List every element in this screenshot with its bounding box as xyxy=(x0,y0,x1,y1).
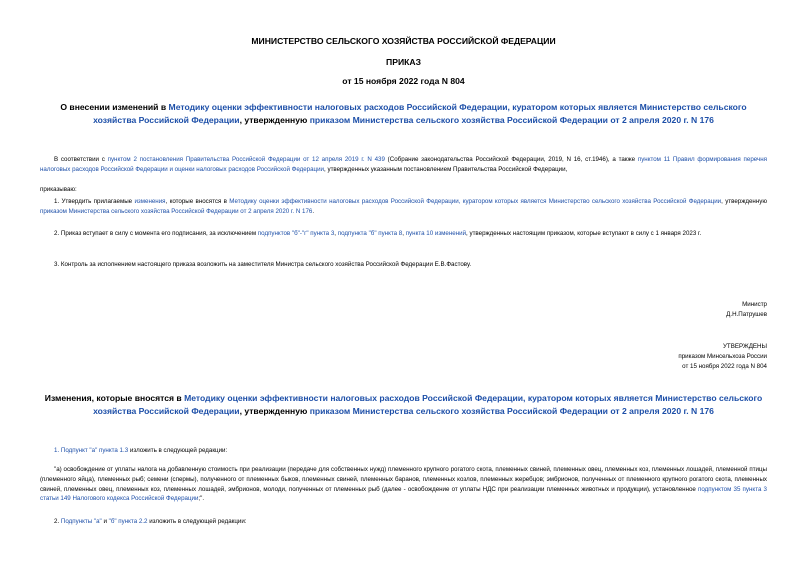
changes-title-mid: , утвержденную xyxy=(239,405,310,416)
subpoint-a-link[interactable]: Подпункты "а" xyxy=(60,518,102,525)
ministry-header: МИНИСТЕРСТВО СЕЛЬСКОГО ХОЗЯЙСТВА РОССИЙСКОЙ ФЕДЕРАЦИИ xyxy=(251,36,556,46)
item-2-text-1: 2. Приказ вступает в силу с момента его подписания, за исключением xyxy=(54,230,258,237)
order-176-link[interactable]: приказом Министерства сельского хозяйства Российской Федерации от 2 апреля 2020 г. N 176 xyxy=(309,114,714,125)
item-1-methodology-link[interactable]: Методику оценки эффективности налоговых расходов Российской Федерации, куратором которых является Министерство сельского хозяйства Российской Федерации xyxy=(229,198,722,205)
item-1-text-4: . xyxy=(312,207,315,215)
document-date: от 15 ноября 2022 года N 804 xyxy=(342,76,465,86)
subpoint-b-2-2-link[interactable]: "б" пункта 2.2 xyxy=(108,518,148,525)
signature-name: Д.Н.Патрушев xyxy=(726,311,767,318)
preamble-text-1: В соответствии с xyxy=(54,156,108,163)
changes-title-pre: Изменения, которые вносятся в xyxy=(44,393,185,403)
signature-role: Министр xyxy=(742,301,767,308)
preamble-text-2: (Собрание законодательства Российской Федерации, 2019, N 16, ст.1946), а также xyxy=(384,156,638,163)
methodology-link[interactable]: Методику оценки эффективности налоговых расходов Российской Федерации, куратором которых является Министерство сельского хозяйства Российской Федерации xyxy=(93,102,747,125)
order-word: приказываю: xyxy=(40,186,77,193)
quote-1-paragraph xyxy=(40,465,767,504)
item-2-paragraph xyxy=(40,229,767,239)
subpoint-8-link[interactable]: подпункта "б" пункта 8 xyxy=(337,230,403,237)
item-2-text-4: , утвержденных настоящим приказом, которые вступают в силу с 1 января 2023 г. xyxy=(466,230,702,237)
change-2-number: 2. xyxy=(54,518,61,525)
item-2-text-3: , xyxy=(402,230,406,237)
changes-link[interactable]: изменения xyxy=(134,198,166,205)
approval-block xyxy=(678,342,767,372)
preamble-text-3: , утвержденных указанным постановлением Правительства Российской Федерации, xyxy=(324,165,568,173)
changes-order-176-link[interactable]: приказом Министерства сельского хозяйства Российской Федерации от 2 апреля 2020 г. N 176 xyxy=(309,405,714,416)
item-1-text-1: 1. Утвердить прилагаемые xyxy=(54,198,135,205)
item-1-text-3: , утвержденную xyxy=(721,198,767,205)
item-1-paragraph xyxy=(40,197,767,217)
item-1-text-2: , которые вносятся в xyxy=(165,198,230,205)
quote-1-text-1: "а) освобождение от уплаты налога на добавленную стоимость при реализации (передаче для собственных нужд) племенного крупного рогатого скота, племенных свиней, племенных овец, племенных коз, племенных лошадей, племенной птицы (племенного яйца), племенных рыб; семени (спермы), полученного от племенных быков, племенных свиней, племенных баранов, племенных козлов, племенных жеребцов; эмбрионов, полученных от племенного крупного рогатого скота, племенных свиней, племенных овец, племенных коз, племенных лошадей, эмбрионов, молоди, полученных от племенных рыб (далее - освобождение от уплаты НДС при реализации племенных животных и продукции), установленное xyxy=(40,466,767,493)
preamble-paragraph xyxy=(40,155,767,175)
item-2-text-2: , xyxy=(334,230,338,237)
changes-methodology-link[interactable]: Методику оценки эффективности налоговых расходов Российской Федерации, куратором которых является Министерство сельского хозяйства Российской Федерации xyxy=(93,393,763,416)
approval-line-1: УТВЕРЖДЕНЫ xyxy=(723,343,767,350)
approval-line-2: приказом Минсельхоза России xyxy=(678,353,767,360)
title-text-pre: О внесении изменений в xyxy=(60,102,169,112)
document-type: ПРИКАЗ xyxy=(386,57,421,67)
rules-point-11-link[interactable]: пунктом 11 Правил формирования перечня налоговых расходов Российской Федерации и оценки налоговых расходов Российской Федерации xyxy=(40,156,767,173)
approval-line-3: от 15 ноября 2022 года N 804 xyxy=(682,363,767,370)
quote-1-text-2: ;". xyxy=(198,495,205,503)
title-text-mid: , утвержденную xyxy=(239,114,310,125)
item-3-paragraph: 3. Контроль за исполнением настоящего приказа возложить на заместителя Министра сельского хозяйства Российской Федерации Е.В.Фастову. xyxy=(54,261,472,268)
changes-title xyxy=(40,392,767,417)
decree-439-link[interactable]: пунктом 2 постановления Правительства Российской Федерации от 12 апреля 2019 г. N 439 xyxy=(107,156,385,163)
change-2-text-1: и xyxy=(101,518,109,525)
change-2-paragraph xyxy=(40,517,767,527)
signature-block xyxy=(726,300,767,320)
point-10-link[interactable]: пункта 10 изменений xyxy=(405,230,467,237)
change-1-text: изложить в следующей редакции: xyxy=(128,447,228,454)
tax-code-149-link[interactable]: подпунктом 35 пункта 3 статьи 149 Налогового кодекса Российской Федерации xyxy=(40,485,767,503)
change-1-paragraph xyxy=(40,446,767,456)
subpoint-a-1-3-link[interactable]: 1. Подпункт "а" пункта 1.3 xyxy=(54,447,129,454)
order-title xyxy=(40,101,767,126)
item-1-order-176-link[interactable]: приказом Министерства сельского хозяйства Российской Федерации от 2 апреля 2020 г. N 176 xyxy=(40,207,313,215)
subpoints-3-link[interactable]: подпунктов "б"-"г" пункта 3 xyxy=(257,230,335,237)
change-2-text-2: изложить в следующей редакции: xyxy=(147,518,247,525)
